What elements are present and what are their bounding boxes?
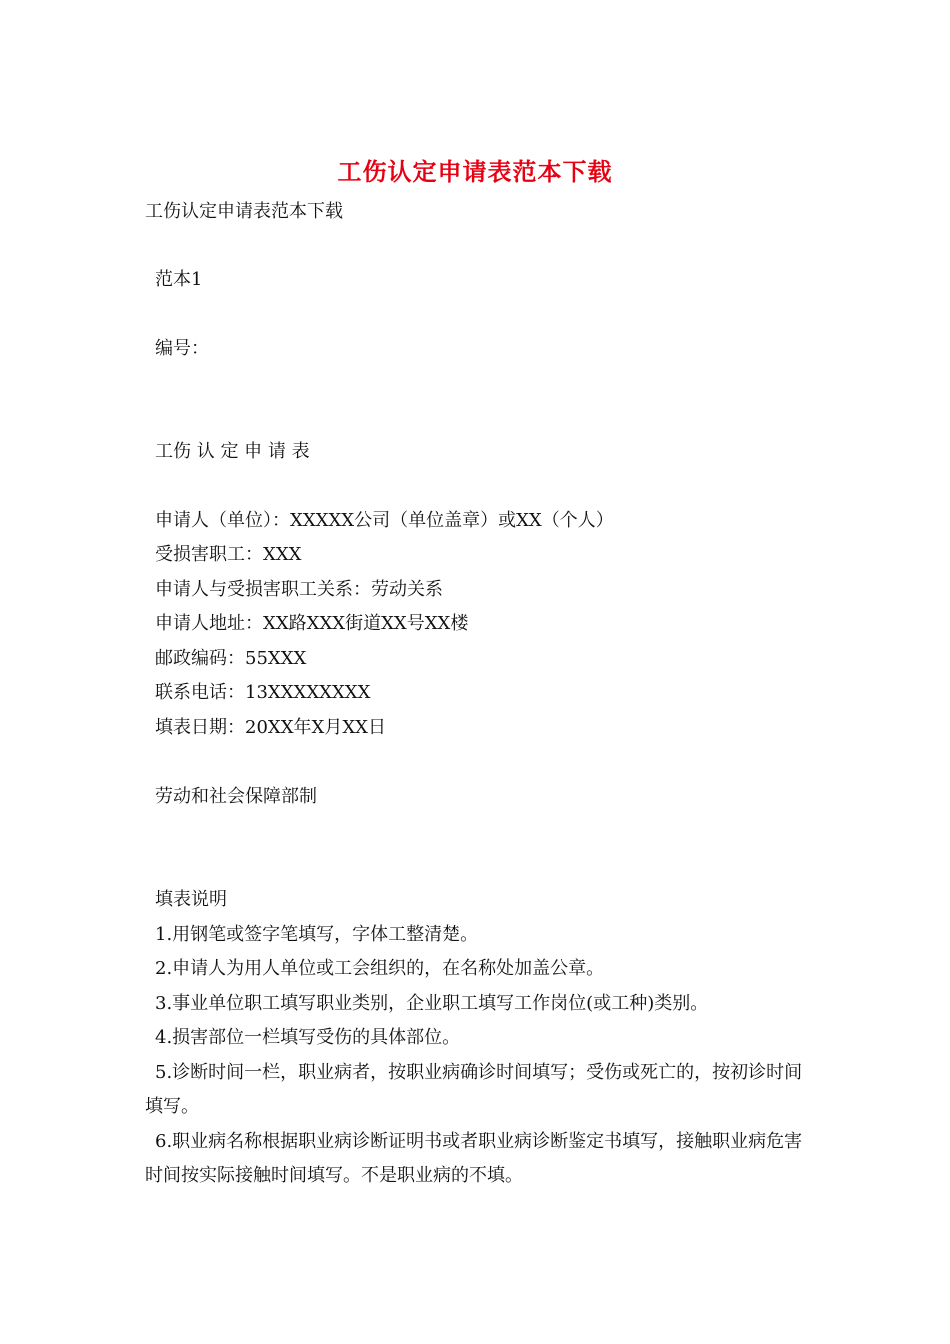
- field-phone: 联系电话：13XXXXXXXX: [155, 682, 371, 703]
- field-applicant: 申请人（单位）：XXXXX公司（单位盖章）或XX（个人）: [155, 510, 614, 531]
- field-injured-employee: 受损害职工：XXX: [155, 544, 302, 565]
- document-subtitle: 工伤认定申请表范本下载: [145, 201, 343, 222]
- instruction-item: 1.用钢笔或签字笔填写，字体工整清楚。: [155, 924, 479, 945]
- instruction-item: 6.职业病名称根据职业病诊断证明书或者职业病诊断鉴定书填写，接触职业病危害时间按实际接触时间填写。不是职业病的不填。: [145, 1131, 803, 1186]
- document-title: 工伤认定申请表范本下载: [337, 157, 613, 186]
- field-address: 申请人地址：XX路XXX街道XX号XX楼: [155, 613, 469, 634]
- number-label: 编号：: [155, 338, 209, 359]
- field-relationship: 申请人与受损害职工关系：劳动关系: [155, 579, 443, 600]
- form-title: 工伤 认 定 申 请 表: [155, 441, 310, 462]
- sample-label: 范本1: [155, 269, 203, 290]
- instruction-item: 4.损害部位一栏填写受伤的具体部位。: [155, 1027, 461, 1048]
- issuer-label: 劳动和社会保障部制: [155, 786, 317, 807]
- field-fill-date: 填表日期：20XX年X月XX日: [155, 717, 386, 738]
- field-postal-code: 邮政编码：55XXX: [155, 648, 307, 669]
- instruction-item: 3.事业单位职工填写职业类别，企业职工填写工作岗位(或工种)类别。: [155, 993, 709, 1014]
- instruction-item: 5.诊断时间一栏，职业病者，按职业病确诊时间填写；受伤或死亡的，按初诊时间填写。: [145, 1062, 803, 1117]
- instructions-heading: 填表说明: [155, 889, 227, 910]
- instruction-item: 2.申请人为用人单位或工会组织的，在名称处加盖公章。: [155, 958, 605, 979]
